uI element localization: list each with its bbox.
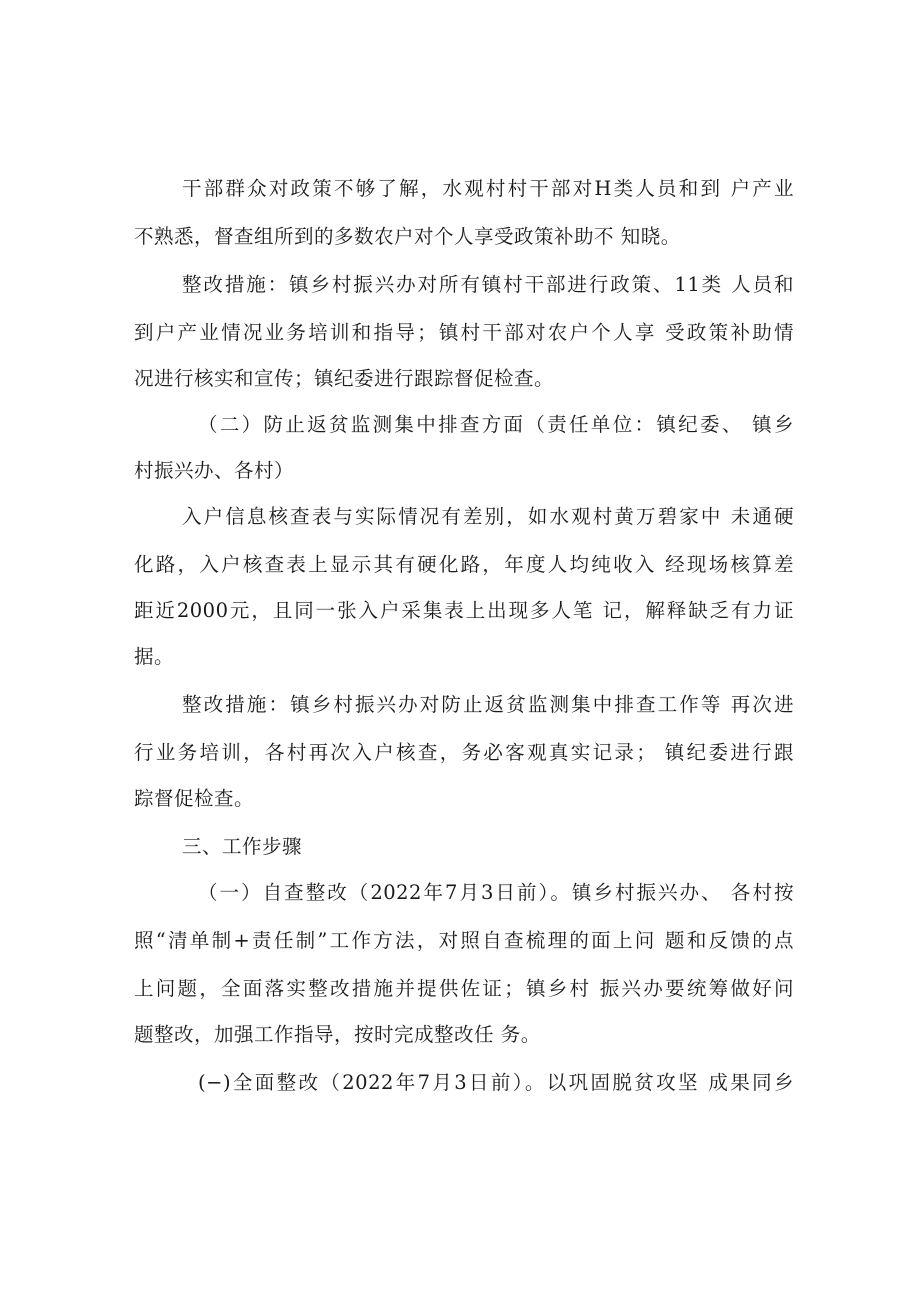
paragraph-1-line-2: 不熟悉，督查组所到的多数农户对个人享受政策补助不 知晓。 xyxy=(134,225,681,248)
paragraph-4-line-3: 踪督促检查。 xyxy=(134,787,255,810)
paragraph-2-line-2: 到户产业情况业务培训和指导；镇村干部对农户个人享 受政策补助情 xyxy=(134,321,794,344)
paragraph-1-line-1: 干部群众对政策不够了解，水观村村干部对H类人员和到 户产业 xyxy=(182,177,794,200)
paragraph-3-line-3: 距近2000元，且同一张入户采集表上出现多人笔 记，解释缺乏有力证 xyxy=(134,599,794,622)
section-heading-3: 三、工作步骤 xyxy=(182,835,303,858)
paragraph-4-line-1: 整改措施：镇乡村振兴办对防止返贫监测集中排查工作等 再次进 xyxy=(182,693,794,716)
paragraph-5-line-4: 题整改，加强工作指导，按时完成整改任 务。 xyxy=(134,1023,541,1046)
paragraph-2-line-3: 况进行核实和宣传；镇纪委进行跟踪督促检查。 xyxy=(134,367,555,390)
section-heading-2-line-2: 村振兴办、各村） xyxy=(134,459,295,482)
section-heading-2-line-1: （二）防止返贫监测集中排查方面（责任单位：镇纪委、 镇乡 xyxy=(198,413,794,436)
paragraph-3-line-1: 入户信息核查表与实际情况有差别，如水观村黄万碧家中 未通硬 xyxy=(182,505,794,528)
paragraph-2-line-1: 整改措施：镇乡村振兴办对所有镇村干部进行政策、11类 人员和 xyxy=(182,273,794,296)
paragraph-5-line-1: （一）自查整改（2022年7月3日前）。镇乡村振兴办、 各村按 xyxy=(198,881,794,904)
paragraph-4-line-2: 行业务培训，各村再次入户核查，务必客观真实记录； 镇纪委进行跟 xyxy=(134,741,794,764)
paragraph-3-line-2: 化路，入户核查表上显示其有硬化路，年度人均纯收入 经现场核算差 xyxy=(134,553,794,576)
paragraph-6-line-1: (−)全面整改（2022年7月3日前）。以巩固脱贫攻坚 成果同乡 xyxy=(198,1071,794,1094)
paragraph-3-line-4: 据。 xyxy=(134,645,175,668)
paragraph-5-line-2: 照“清单制+责任制”工作方法，对照自查梳理的面上问 题和反馈的点 xyxy=(134,929,794,952)
paragraph-5-line-3: 上问题，全面落实整改措施并提供佐证；镇乡村 振兴办要统筹做好问 xyxy=(134,977,794,1000)
